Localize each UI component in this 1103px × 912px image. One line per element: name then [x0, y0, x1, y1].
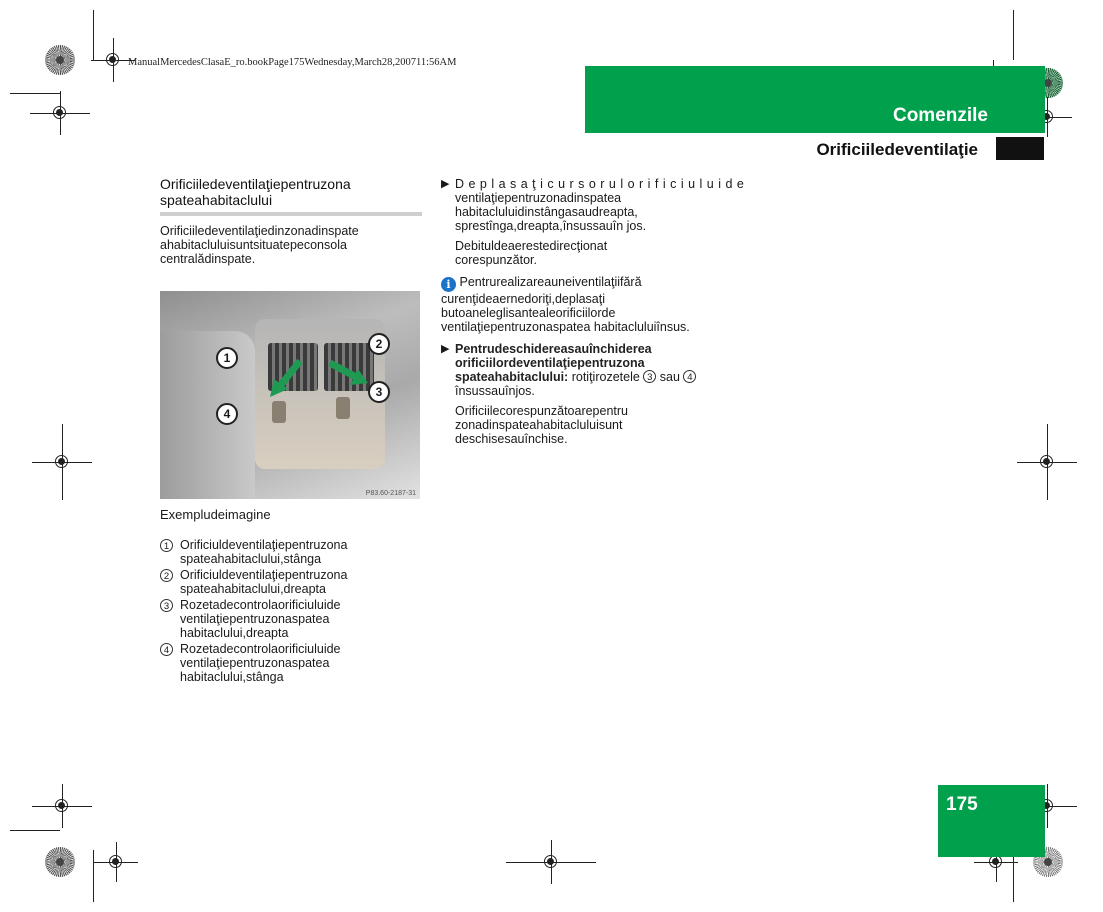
- step2-sau: sau: [659, 370, 680, 384]
- legend-item: 4 Rozetadecontrolaorificiuluide ventilaţiepentruzonaspatea habitaclului,stânga: [160, 642, 410, 684]
- chapter-title: Comenzile: [892, 105, 988, 126]
- registration-rosette: [45, 45, 75, 75]
- trim-line: [10, 93, 60, 94]
- image-caption: Exempludeimagine: [160, 507, 271, 522]
- section-title: Orificiiledeventilaţie: [816, 140, 978, 159]
- step-bullet-icon: ▶: [441, 343, 450, 355]
- step2-text-a: rotiţirozetele: [571, 370, 640, 384]
- legend-item: 2 Orificiuldeventilaţiepentruzona spateahabitaclului,dreapta: [160, 568, 410, 596]
- step2-result: Orificiilecorespunzătoarepentru zonadinspateahabitacluluisunt deschisesauînchise.: [455, 404, 629, 446]
- page-number: 175: [946, 794, 978, 815]
- info-note: [441, 275, 703, 334]
- step2-num-4: 4: [683, 370, 696, 383]
- step2-text-b: însussauînjos.: [455, 384, 535, 398]
- info-icon: i: [441, 277, 456, 292]
- step-result: Debituldeaerestedirecţionat corespunzător.: [455, 239, 608, 267]
- image-code: P83.60-2187-31: [365, 490, 416, 497]
- trim-line: [93, 10, 94, 60]
- step2-num-3: 3: [643, 370, 656, 383]
- vents-photo: [160, 291, 420, 499]
- registration-rosette: [45, 847, 75, 877]
- callout-2: 2: [368, 333, 390, 355]
- info-text: Pentrurealizareauneiventilaţiifără curenţideaernedoriţi,deplasaţi butoaneleglisantealeorificiilorde ventilaţiepentruzonaspatea habitacluluiînsus.: [441, 275, 690, 334]
- left-column: [160, 176, 422, 266]
- legend-item: 3 Rozetadecontrolaorificiuluide ventilaţiepentruzonaspatea habitaclului,dreapta: [160, 598, 410, 640]
- intro-paragraph: Orificiiledeventilaţiedinzonadinspate ahabitacluluisuntsituatepeconsola centralădinspate.: [160, 224, 359, 266]
- right-column: [441, 177, 771, 452]
- step-bullet-icon: ▶: [441, 178, 450, 190]
- file-info: ManualMercedesClasaE_ro.bookPage175Wednesday,March28,200711:56AM: [128, 57, 457, 68]
- callout-1: 1: [216, 347, 238, 369]
- heading-rule: [160, 212, 422, 216]
- step2-lead: Pentrudeschidereasauînchiderea orificiilordeventilaţiepentruzona spateahabitaclului:: [455, 342, 652, 384]
- callout-4: 4: [216, 403, 238, 425]
- trim-line: [10, 830, 60, 831]
- step-text: ventilaţiepentruzonadinspatea habitacluluidinstângasaudreapta, sprestînga,dreapta,însussauîn jos.: [455, 191, 647, 233]
- subsection-heading: Orificiiledeventilaţiepentruzona spateahabitaclului: [160, 176, 351, 208]
- callout-3: 3: [368, 381, 390, 403]
- legend-item: 1 Orificiuldeventilaţiepentruzona spateahabitaclului,stânga: [160, 538, 410, 566]
- step-open-close: [441, 342, 717, 398]
- section-marker: [996, 137, 1044, 160]
- trim-line: [93, 850, 94, 902]
- trim-line: [1013, 850, 1014, 902]
- step-lead: D e p l a s a ţ i c u r s o r u l o r i f i c i u l u i d e: [455, 177, 745, 191]
- legend-list: [160, 538, 410, 686]
- trim-line: [1013, 10, 1014, 60]
- step-move-slider: [441, 177, 771, 233]
